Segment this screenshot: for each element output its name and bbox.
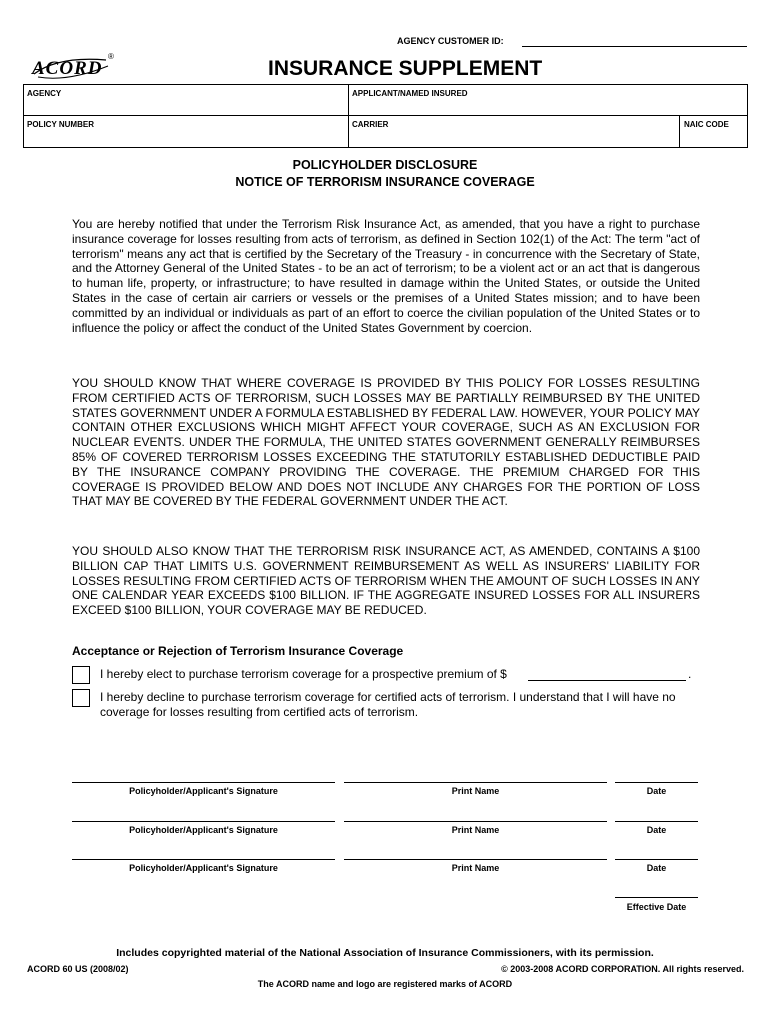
carrier-label: CARRIER bbox=[352, 120, 389, 129]
disclosure-title: POLICYHOLDER DISCLOSURE bbox=[292, 158, 478, 172]
decline-option-label: I hereby decline to purchase terrorism coverage for certified acts of terrorism. I understand that I will have no coverage for losses resulting from certified acts of terrorism. bbox=[100, 690, 676, 719]
trademark-note: The ACORD name and logo are registered marks of ACORD bbox=[257, 979, 513, 989]
naic-code-label: NAIC CODE bbox=[684, 120, 729, 129]
disclosure-subtitle: NOTICE OF TERRORISM INSURANCE COVERAGE bbox=[235, 175, 535, 189]
policy-number-field[interactable] bbox=[24, 130, 347, 146]
policy-number-label: POLICY NUMBER bbox=[27, 120, 94, 129]
print-name-label: Print Name bbox=[451, 786, 500, 796]
page-title: INSURANCE SUPPLEMENT bbox=[268, 57, 543, 80]
signature-line[interactable] bbox=[72, 782, 335, 783]
copyright: © 2003-2008 ACORD CORPORATION. All rights reserved. bbox=[501, 964, 744, 974]
date-label: Date bbox=[646, 825, 667, 835]
applicant-field[interactable] bbox=[349, 98, 746, 114]
agency-field-label: AGENCY bbox=[27, 89, 62, 98]
customer-id-label: AGENCY CUSTOMER ID: bbox=[397, 36, 504, 46]
customer-id-field[interactable] bbox=[522, 46, 747, 47]
disclosure-paragraph-1: You are hereby notified that under the Terrorism Risk Insurance Act, as amended, that you have a right to purchase insurance coverage for losses resulting from acts of terrorism, as defined in Section 102(1) of the Act: The term "act of terrorism" means any act that is certified by the Secretary of the Treasury - in concurrence with the Secretary of State, and the Attorney General of the United States - to be an act of terrorism; to be a violent act or an act that is dangerous to human life, property, or infrastructure; to have resulted in damage within the United States, or outside the United States in the case of certain air carriers or vessels or the premises of a United States mission; and to have been committed by an individual or individuals as part of an effort to coerce the civilian population of the United States or to influence the policy or affect the conduct of the United States Government by coercion. bbox=[72, 217, 700, 335]
accept-checkbox[interactable] bbox=[72, 666, 90, 684]
print-name-line[interactable] bbox=[344, 782, 607, 783]
accept-option-period: . bbox=[688, 667, 692, 681]
signature-label: Policyholder/Applicant's Signature bbox=[129, 863, 278, 873]
date-line[interactable] bbox=[615, 859, 698, 860]
registered-mark: ® bbox=[108, 52, 114, 61]
naic-code-field[interactable] bbox=[680, 130, 746, 146]
date-line[interactable] bbox=[615, 821, 698, 822]
effective-date-line[interactable] bbox=[615, 897, 698, 898]
signature-line[interactable] bbox=[72, 821, 335, 822]
disclosure-paragraph-3: YOU SHOULD ALSO KNOW THAT THE TERRORISM RISK INSURANCE ACT, AS AMENDED, CONTAINS A $100 BILLION CAP THAT LIMITS U.S. GOVERNMENT REIMBURSEMENT AS WELL AS INSURERS' LIABILITY FOR LOSSES RESULTING FROM CERTIFIED ACTS OF TERRORISM WHEN THE AMOUNT OF SUCH LOSSES IN ANY ONE CALENDAR YEAR EXCEEDS $100 BILLION. IF THE AGGREGATE INSURED LOSSES FOR ALL INSURERS EXCEED $100 BILLION, YOUR COVERAGE MAY BE REDUCED. bbox=[72, 544, 700, 618]
acord-logo bbox=[28, 52, 118, 84]
agency-field[interactable] bbox=[24, 98, 347, 114]
signature-label: Policyholder/Applicant's Signature bbox=[129, 786, 278, 796]
signature-line[interactable] bbox=[72, 859, 335, 860]
acceptance-heading: Acceptance or Rejection of Terrorism Insurance Coverage bbox=[72, 644, 404, 658]
logo-text: ACORD bbox=[32, 58, 103, 79]
print-name-label: Print Name bbox=[451, 863, 500, 873]
form-id: ACORD 60 US (2008/02) bbox=[27, 964, 129, 974]
disclosure-paragraph-2: YOU SHOULD KNOW THAT WHERE COVERAGE IS PROVIDED BY THIS POLICY FOR LOSSES RESULTING FROM CERTIFIED ACTS OF TERRORISM, SUCH LOSSES MAY BE PARTIALLY REIMBURSED BY THE UNITED STATES GOVERNMENT UNDER A FORMULA ESTABLISHED BY FEDERAL LAW. HOWEVER, YOUR POLICY MAY CONTAIN OTHER EXCLUSIONS WHICH MIGHT AFFECT YOUR COVERAGE, SUCH AS AN EXCLUSION FOR NUCLEAR EVENTS. UNDER THE FORMULA, THE UNITED STATES GOVERNMENT GENERALLY REIMBURSES 85% OF COVERED TERRORISM LOSSES EXCEEDING THE STATUTORILY ESTABLISHED DEDUCTIBLE PAID BY THE INSURANCE COMPANY PROVIDING THE COVERAGE. THE PREMIUM CHARGED FOR THIS COVERAGE IS PROVIDED BELOW AND DOES NOT INCLUDE ANY CHARGES FOR THE PORTION OF LOSS THAT MAY BE COVERED BY THE FEDERAL GOVERNMENT UNDER THE ACT. bbox=[72, 376, 700, 509]
date-line[interactable] bbox=[615, 782, 698, 783]
print-name-label: Print Name bbox=[451, 825, 500, 835]
premium-amount-field[interactable] bbox=[528, 680, 686, 681]
copyright-note: Includes copyrighted material of the National Association of Insurance Commissioners, with its permission. bbox=[116, 947, 654, 959]
date-label: Date bbox=[646, 786, 667, 796]
print-name-line[interactable] bbox=[344, 821, 607, 822]
date-label: Date bbox=[646, 863, 667, 873]
print-name-line[interactable] bbox=[344, 859, 607, 860]
carrier-field[interactable] bbox=[349, 130, 678, 146]
effective-date-label: Effective Date bbox=[626, 902, 687, 912]
signature-label: Policyholder/Applicant's Signature bbox=[129, 825, 278, 835]
accept-option-label: I hereby elect to purchase terrorism coverage for a prospective premium of $ bbox=[100, 667, 507, 681]
applicant-field-label: APPLICANT/NAMED INSURED bbox=[352, 89, 468, 98]
decline-checkbox[interactable] bbox=[72, 689, 90, 707]
